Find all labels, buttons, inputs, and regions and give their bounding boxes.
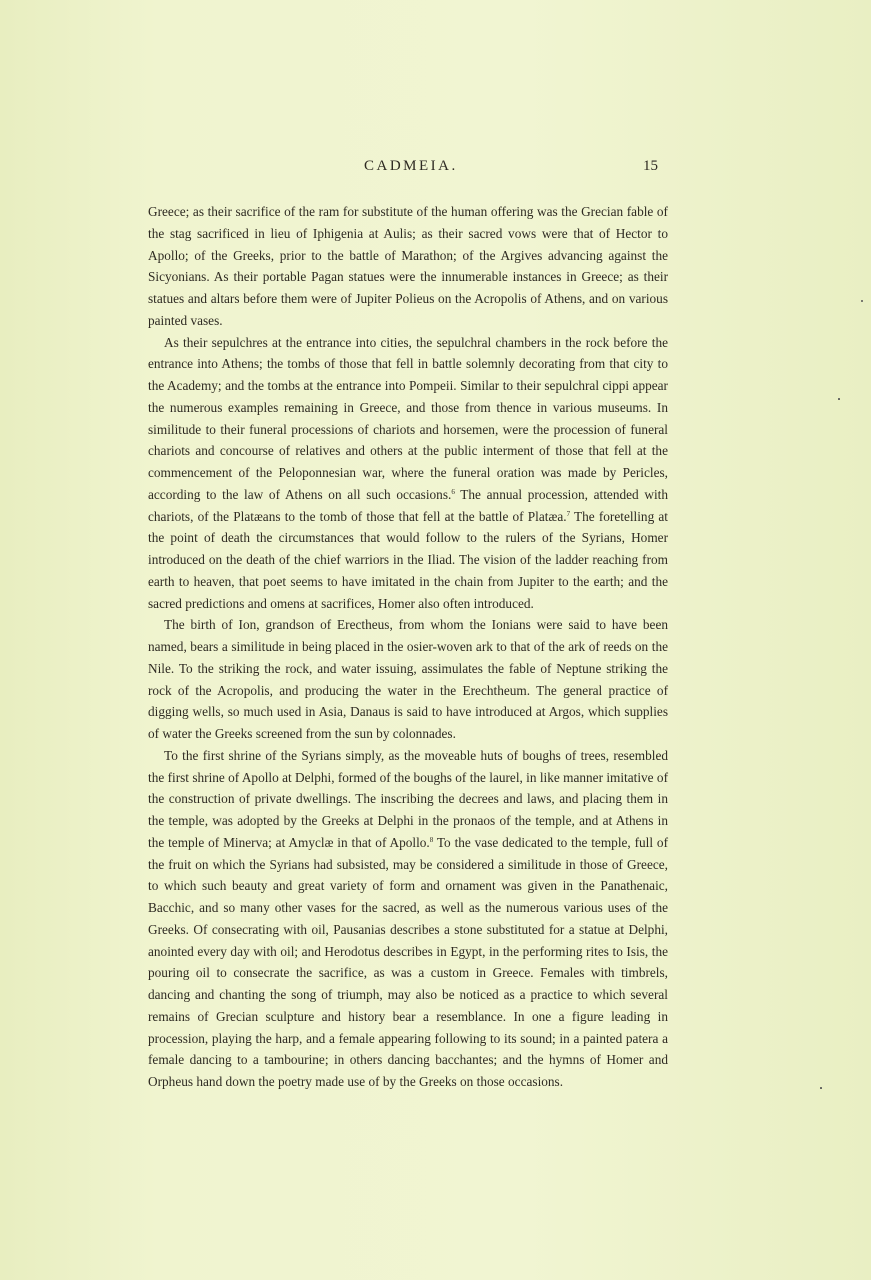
footnote-marker: 8: [429, 835, 434, 844]
footnote-marker: 7: [566, 509, 571, 518]
paragraph-text: As their sepulchres at the entrance into cities, the sepulchral chambers in the rock before the entrance into Athens; the tombs of those that fell in battle solemnly decorating from that city to the Academy; and the tombs at the entrance into Pompeii. Similar to their sepulchral cippi appear the numerous examples remaining in Greece, and those from thence in various museums. In similitude to their funeral processions of chariots and horsemen, were the procession of funeral chariots and concourse of relatives and others at the public interment of those that fell at the commencement of the Peloponnesian war, where the funeral oration was made by Pericles, according to the law of Athens on all such occasions.: [148, 334, 668, 502]
page-number: 15: [643, 158, 658, 174]
running-title: CADMEIA.: [364, 158, 458, 174]
paragraph-text: To the vase dedicated to the temple, full of the fruit on which the Syrians had subsisted, may be considered a similitude in those of Greece, to which such beauty and great variety of form and ornament was given in the Panathenaic, Bacchic, and so many other vases for the sacred, as well as the numerous various uses of the Greeks. Of consecrating with oil, Pausanias describes a stone substituted for a statue at Delphi, anointed every day with oil; and Herodotus describes in Egypt, in the performing rites to Isis, the pouring oil to consecrate the sacrifice, as was a custom in Greece. Females with timbrels, dancing and chanting the song of triumph, may also be noticed as a practice to which several remains of Grecian sculpture and history bear a resemblance. In one a figure leading in procession, playing the harp, and a female appearing following to its sound; in a painted patera a female dancing to a tambourine; in others dancing bacchantes; and the hymns of Homer and Orpheus hand down the poetry made use of by the Greeks on those occasions.: [148, 834, 668, 1089]
paragraph: [148, 745, 668, 1093]
paragraph-text: Greece; as their sacrifice of the ram for substitute of the human offering was the Grecian fable of the stag sacrificed in lieu of Iphigenia at Aulis; as their sacred vows were that of Hector to Apollo; of the Greeks, prior to the battle of Marathon; of the Argives advancing against the Sicyonians. As their portable Pagan statues were the innumerable instances in Greece; as their statues and altars before them were of Jupiter Polieus on the Acropolis of Athens, and on various painted vases.: [148, 204, 668, 328]
paper-speck: [838, 398, 840, 400]
body-text: [148, 201, 668, 1093]
paper-speck: [820, 1087, 822, 1089]
paragraph-text: The annual procession, attended with chariots, of the Platæans to the tomb of those that fell at the battle of Platæa.: [148, 486, 668, 524]
paragraph-text: The birth of Ion, grandson of Erectheus, from whom the Ionians were said to have been named, bears a similitude in being placed in the osier-woven ark to that of the ark of reeds on the Nile. To the striking the rock, and water issuing, assimulates the fable of Neptune striking the rock of the Acropolis, and producing the water in the Erechtheum. The general practice of digging wells, so much used in Asia, Danaus is said to have introduced at Argos, which supplies of water the Greeks screened from the sun by colonnades.: [148, 617, 668, 741]
paragraph: [148, 201, 668, 332]
paper-speck: [861, 300, 863, 302]
paragraph-text: To the first shrine of the Syrians simply, as the moveable huts of boughs of trees, resembled the first shrine of Apollo at Delphi, formed of the boughs of the laurel, in like manner imitative of the construction of private dwellings. The inscribing the decrees and laws, and placing them in the temple, was adopted by the Greeks at Delphi in the pronaos of the temple, and at Athens in the temple of Minerva; at Amyclæ in that of Apollo.: [148, 747, 668, 850]
paragraph: [148, 332, 668, 615]
page-header: [148, 158, 668, 182]
paragraph: [148, 614, 668, 745]
paragraph-text: The foretelling at the point of death the circumstances that would follow to the rulers of the Syrians, Homer introduced on the death of the chief warriors in the Iliad. The vision of the ladder reaching from earth to heaven, that poet seems to have imitated in the chain from Jupiter to the earth; and the sacred predictions and omens at sacrifices, Homer also often introduced.: [148, 508, 668, 611]
footnote-marker: 6: [451, 487, 455, 496]
